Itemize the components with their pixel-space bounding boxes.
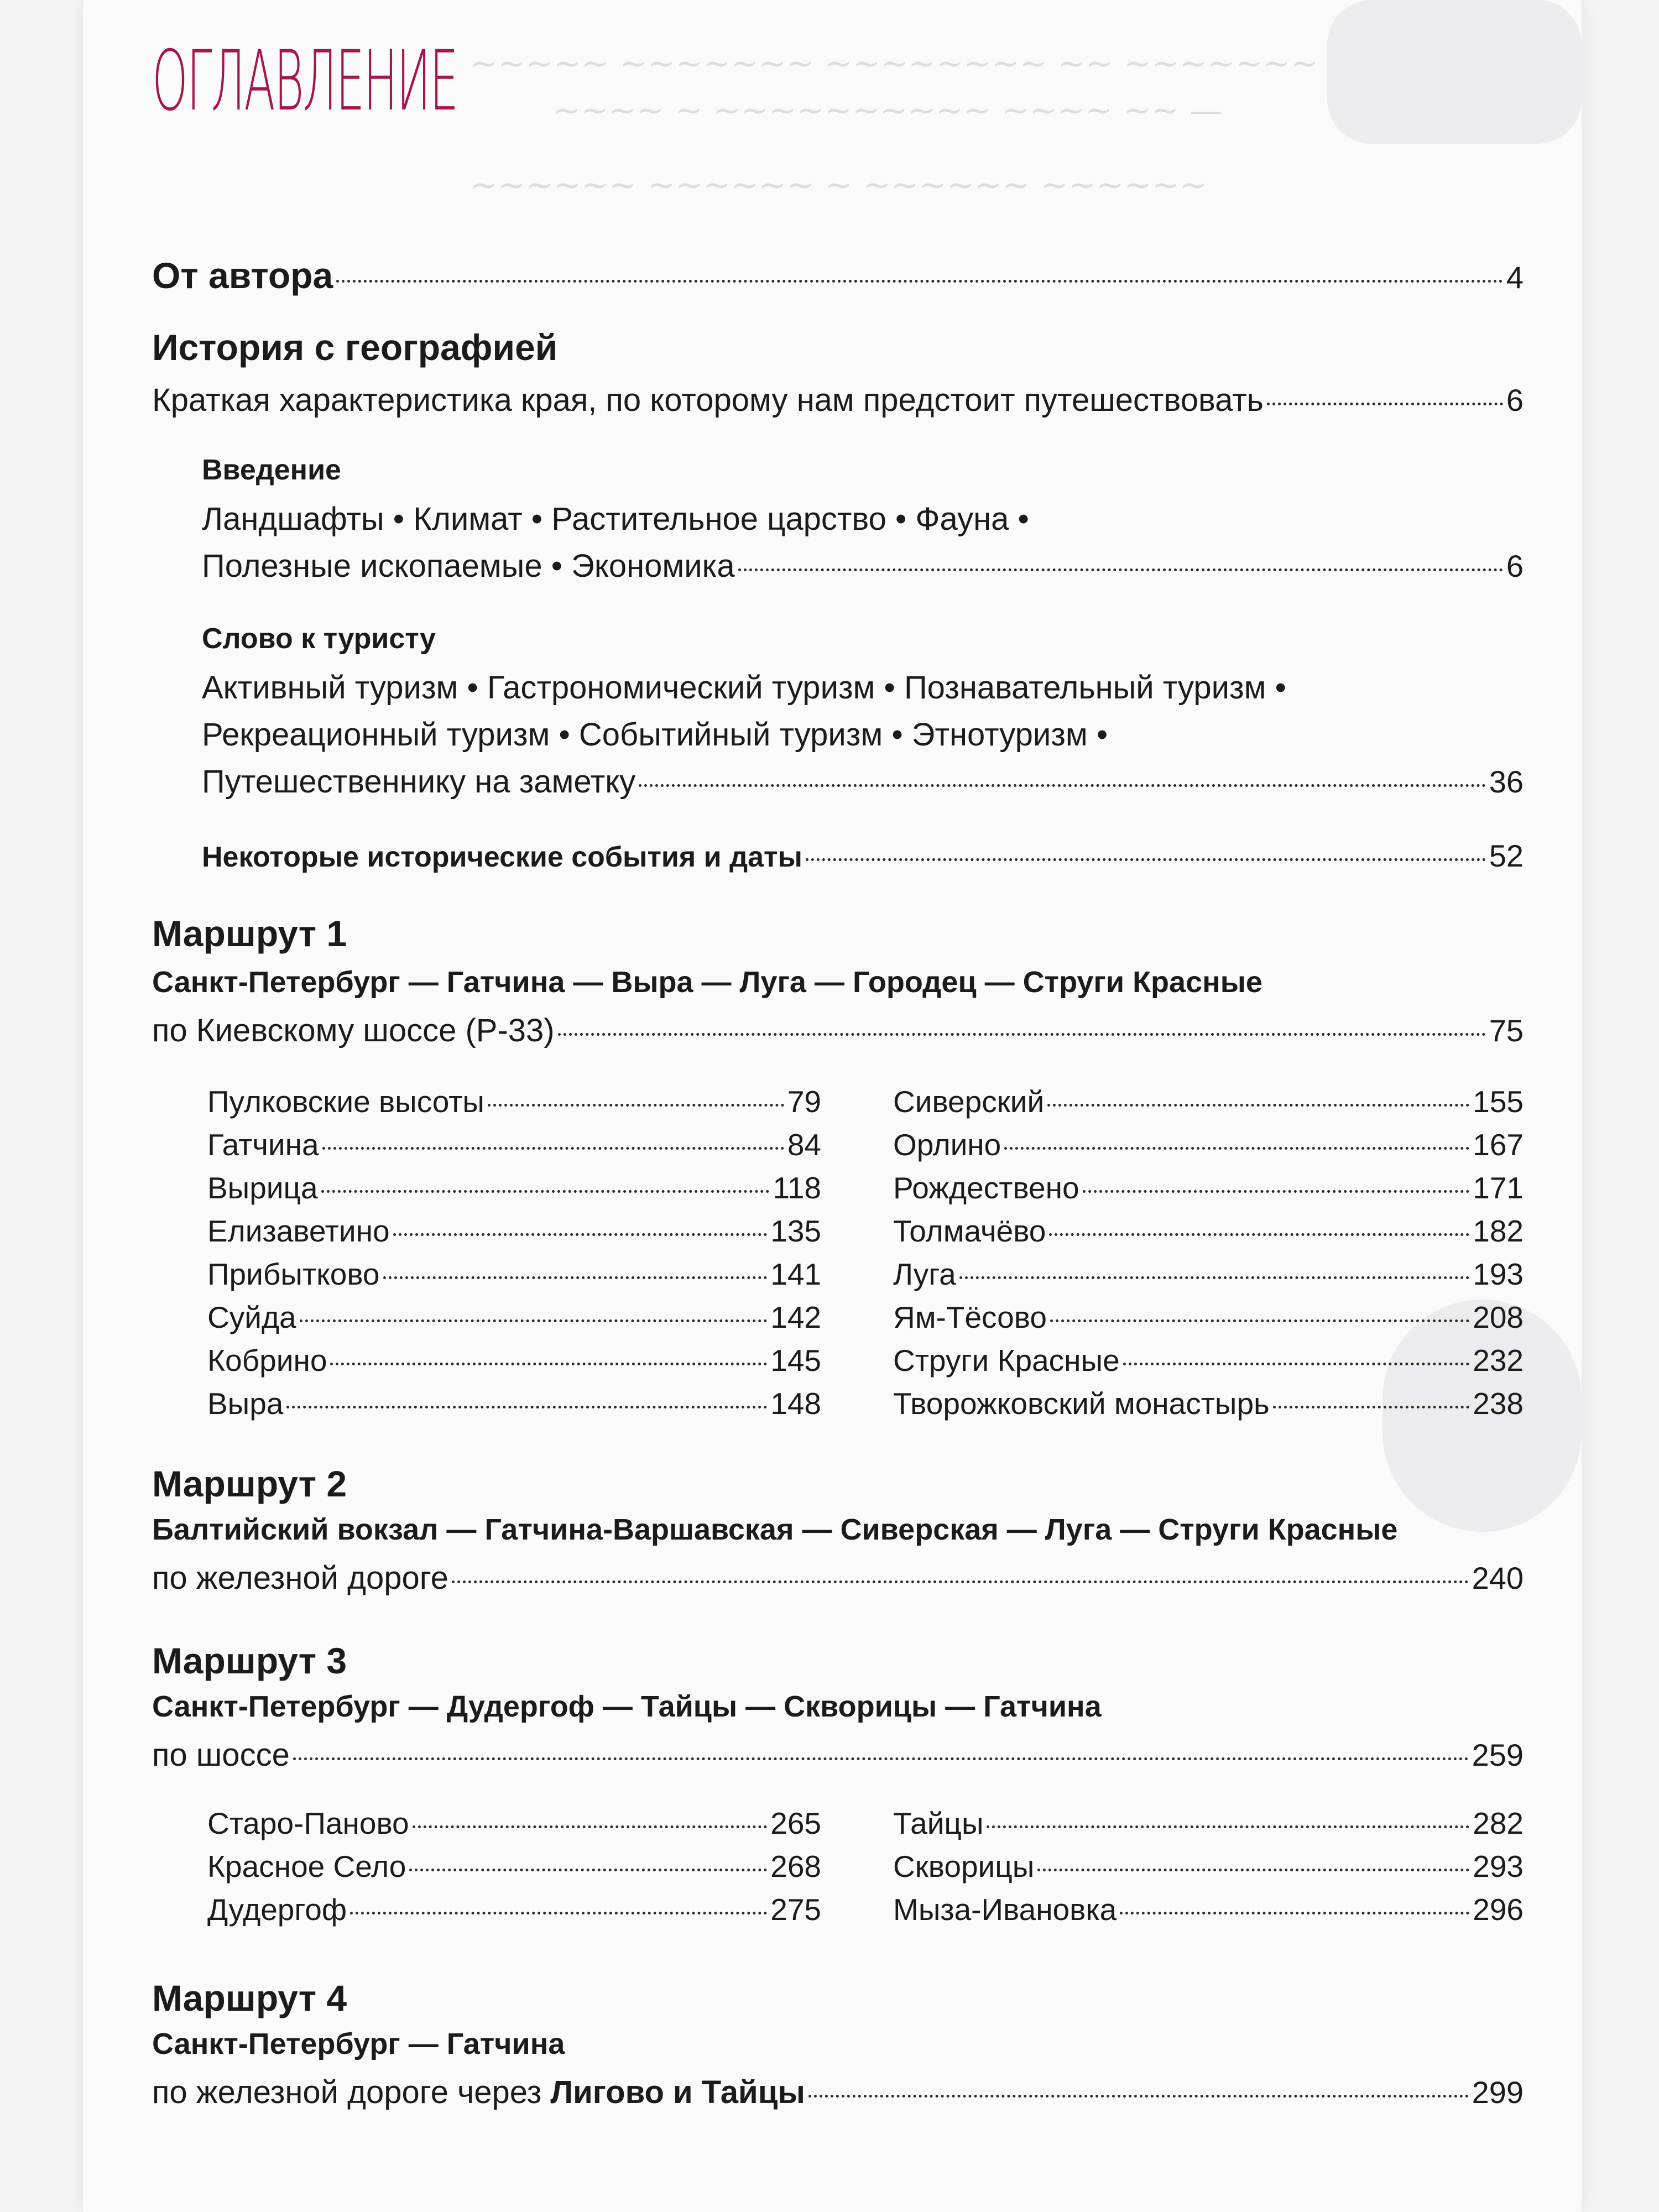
place-name: Луга (893, 1257, 956, 1291)
dot-leader (330, 1363, 767, 1365)
dot-leader (1049, 1233, 1469, 1236)
bleed-through-text: ~~~~~ ~~~~~~~ ~~~~~~~~ ~~ ~~~~~~~ (470, 44, 1319, 83)
toc-place-entry[interactable] (207, 1213, 821, 1249)
toc-place-entry[interactable] (207, 1892, 821, 1927)
place-name: Выра (207, 1386, 284, 1421)
toc-place-entry[interactable] (207, 1256, 821, 1292)
place-name: Орлино (893, 1128, 1001, 1162)
entry-page: 259 (1472, 1738, 1524, 1772)
dot-leader (452, 1580, 1469, 1583)
toc-route3-path (152, 1689, 1524, 1724)
place-page: 142 (770, 1300, 821, 1334)
bleed-through-text: ~~~~~~ ~~~~~~ ~ ~~~~~~ ~~~~~~ (470, 166, 1208, 205)
dot-leader (488, 1104, 784, 1107)
bleed-through-text: ~~~~ ~ ~~~~~~~~~~ ~~~~ ~~ — (553, 91, 1223, 130)
dot-leader (1083, 1190, 1470, 1193)
toc-entry-history-dates[interactable] (202, 838, 1524, 874)
place-page: 193 (1473, 1257, 1524, 1291)
toc-place-entry[interactable] (893, 1300, 1524, 1335)
dot-leader (806, 858, 1486, 861)
section-heading: История с географией (152, 327, 558, 368)
place-page: 118 (773, 1171, 821, 1205)
dot-leader (808, 2095, 1469, 2098)
place-name: Суйда (207, 1300, 296, 1334)
toc-entry-intro[interactable] (202, 547, 1524, 585)
subheading: Слово к туристу (202, 623, 436, 655)
route-path: Балтийский вокзал — Гатчина-Варшавская — Сиверская — Луга — Струги Красные (152, 1513, 1398, 1546)
place-name: Струги Красные (893, 1343, 1120, 1378)
place-name: Старо-Паново (207, 1806, 409, 1840)
toc-entry-route2[interactable] (152, 1559, 1524, 1597)
toc-place-entry[interactable] (893, 1084, 1524, 1119)
place-page: 141 (770, 1257, 821, 1291)
place-page: 238 (1473, 1386, 1524, 1421)
toc-place-entry[interactable] (207, 1084, 821, 1119)
entry-page: 36 (1489, 764, 1524, 799)
entry-label: Краткая характеристика края, по которому нам предстоит путешествовать (152, 382, 1264, 418)
topics-text: Активный туризм • Гастрономический туризм • Познавательный туризм • (202, 670, 1286, 706)
toc-place-entry[interactable] (207, 1806, 821, 1841)
place-page: 265 (770, 1806, 821, 1840)
dot-leader (1267, 403, 1503, 405)
toc-route4-path (152, 2027, 1524, 2061)
place-name: Скворицы (893, 1849, 1035, 1884)
dot-leader (293, 1757, 1469, 1760)
toc-place-entry[interactable] (207, 1300, 821, 1335)
entry-label: От автора (152, 255, 333, 296)
toc-place-entry[interactable] (893, 1343, 1524, 1378)
place-page: 293 (1473, 1849, 1524, 1884)
place-name: Ям-Тёсово (893, 1300, 1047, 1334)
place-name: Тайцы (893, 1806, 984, 1840)
subheading: Введение (202, 454, 341, 486)
dot-leader (321, 1190, 770, 1193)
dot-leader (639, 784, 1485, 787)
place-name: Мыза-Ивановка (893, 1892, 1117, 1927)
route-heading: Маршрут 4 (152, 1978, 347, 2018)
entry-page: 4 (1506, 260, 1524, 295)
place-page: 135 (770, 1214, 821, 1248)
entry-page: 52 (1489, 838, 1524, 873)
toc-place-entry[interactable] (893, 1386, 1524, 1421)
place-page: 275 (770, 1892, 821, 1927)
route-heading: Маршрут 3 (152, 1640, 347, 1681)
page-title: ОГЛАВЛЕНИЕ (152, 33, 458, 129)
topics-text: Рекреационный туризм • Событийный туризм • Этнотуризм • (202, 717, 1108, 753)
toc-place-entry[interactable] (893, 1170, 1524, 1206)
entry-label: по железной дороге (152, 1560, 448, 1596)
toc-subheading-tourist (202, 622, 1524, 655)
toc-route3-heading[interactable] (152, 1640, 1524, 1682)
place-name: Рождествено (893, 1171, 1079, 1205)
place-page: 171 (1473, 1171, 1524, 1205)
entry-label: по Киевскому шоссе (Р-33) (152, 1013, 555, 1048)
route-heading: Маршрут 1 (152, 913, 347, 954)
dot-leader (1047, 1104, 1469, 1107)
place-page: 84 (787, 1128, 821, 1162)
toc-route2-path (152, 1512, 1524, 1547)
dot-leader (987, 1825, 1469, 1828)
entry-page: 240 (1472, 1561, 1524, 1595)
place-page: 79 (787, 1084, 821, 1119)
place-name: Вырица (207, 1171, 318, 1205)
place-name: Прибытково (207, 1257, 380, 1291)
toc-place-entry[interactable] (207, 1170, 821, 1206)
book-page (83, 0, 1582, 2212)
place-name: Творожковский монастырь (893, 1386, 1270, 1421)
entry-page: 6 (1506, 383, 1524, 418)
dot-leader (322, 1147, 784, 1150)
toc-place-entry[interactable] (207, 1127, 821, 1162)
dot-leader (413, 1825, 768, 1828)
entry-label: Полезные ископаемые • Экономика (202, 548, 735, 584)
dot-leader (350, 1912, 767, 1914)
toc-subheading-intro (202, 453, 1524, 487)
route-path: Санкт-Петербург — Гатчина (152, 2027, 565, 2060)
toc-entry-region-overview[interactable] (152, 382, 1524, 419)
place-page: 155 (1473, 1084, 1524, 1119)
toc-entry-tourist[interactable] (202, 763, 1524, 800)
dot-leader (738, 568, 1503, 571)
toc-place-entry[interactable] (893, 1127, 1524, 1162)
place-page: 182 (1473, 1214, 1524, 1248)
toc-place-entry[interactable] (893, 1213, 1524, 1249)
entry-page: 299 (1472, 2075, 1524, 2110)
place-name: Гатчина (207, 1128, 319, 1162)
toc-tourist-topics-line2 (202, 716, 1524, 753)
place-page: 232 (1473, 1343, 1524, 1378)
toc-tourist-topics-line1 (202, 669, 1524, 706)
place-name: Сиверский (893, 1084, 1045, 1119)
place-page: 268 (770, 1849, 821, 1884)
toc-entry-route1[interactable] (152, 1012, 1524, 1049)
toc-place-entry[interactable] (893, 1806, 1524, 1841)
toc-place-entry[interactable] (893, 1256, 1524, 1292)
toc-route1-path (152, 965, 1524, 999)
dot-leader (300, 1319, 768, 1322)
route-heading: Маршрут 2 (152, 1463, 347, 1504)
via-prefix: по железной дороге через (152, 2074, 551, 2110)
entry-label: Путешественнику на заметку (202, 764, 636, 800)
toc-entry-route4[interactable] (152, 2074, 1524, 2111)
toc-place-entry[interactable] (207, 1849, 821, 1884)
toc-entry-author[interactable] (152, 254, 1524, 296)
dot-leader (1037, 1869, 1469, 1871)
toc-place-entry[interactable] (207, 1386, 821, 1421)
route-path: Санкт-Петербург — Дудергоф — Тайцы — Скворицы — Гатчина (152, 1690, 1102, 1723)
place-page: 296 (1473, 1892, 1524, 1927)
toc-route4-heading[interactable] (152, 1977, 1524, 2019)
dot-leader (1273, 1406, 1470, 1408)
entry-label: Некоторые исторические события и даты (202, 841, 802, 873)
dot-leader (409, 1869, 767, 1871)
dot-leader (1050, 1319, 1469, 1322)
route-path: Санкт-Петербург — Гатчина — Выра — Луга — Городец — Струги Красные (152, 966, 1262, 999)
place-page: 145 (770, 1343, 821, 1378)
dot-leader (336, 280, 1503, 283)
dot-leader (393, 1233, 768, 1236)
toc-section-history-geography[interactable] (152, 326, 1524, 368)
entry-label (152, 2074, 805, 2111)
toc-place-entry[interactable] (893, 1849, 1524, 1884)
topics-text: Ландшафты • Климат • Растительное царство • Фауна • (202, 501, 1029, 537)
via-bold: Лигово и Тайцы (550, 2074, 805, 2110)
dot-leader (1120, 1912, 1469, 1914)
dot-leader (558, 1033, 1486, 1036)
dot-leader (286, 1406, 767, 1408)
dot-leader (1004, 1147, 1469, 1150)
place-name: Дудергоф (207, 1892, 347, 1927)
entry-page: 75 (1489, 1013, 1524, 1048)
toc-route2-heading[interactable] (152, 1463, 1524, 1505)
toc-route1-heading[interactable] (152, 912, 1524, 954)
place-name: Елизаветино (207, 1214, 390, 1248)
toc-entry-route3[interactable] (152, 1736, 1524, 1773)
toc-place-entry[interactable] (893, 1892, 1524, 1927)
dot-leader (1123, 1363, 1470, 1365)
dot-leader (383, 1276, 768, 1279)
toc-intro-topics-line1 (202, 500, 1524, 538)
place-page: 208 (1473, 1300, 1524, 1334)
place-page: 167 (1473, 1128, 1524, 1162)
entry-page: 6 (1506, 549, 1524, 583)
dot-leader (959, 1276, 1470, 1279)
place-name: Толмачёво (893, 1214, 1046, 1248)
toc-place-entry[interactable] (207, 1343, 821, 1378)
place-page: 148 (770, 1386, 821, 1421)
place-name: Красное Село (207, 1849, 406, 1884)
place-name: Пулковские высоты (207, 1084, 484, 1119)
place-name: Кобрино (207, 1343, 327, 1378)
bleed-through-blob (1327, 0, 1582, 144)
entry-label: по шоссе (152, 1737, 290, 1773)
place-page: 282 (1473, 1806, 1524, 1840)
